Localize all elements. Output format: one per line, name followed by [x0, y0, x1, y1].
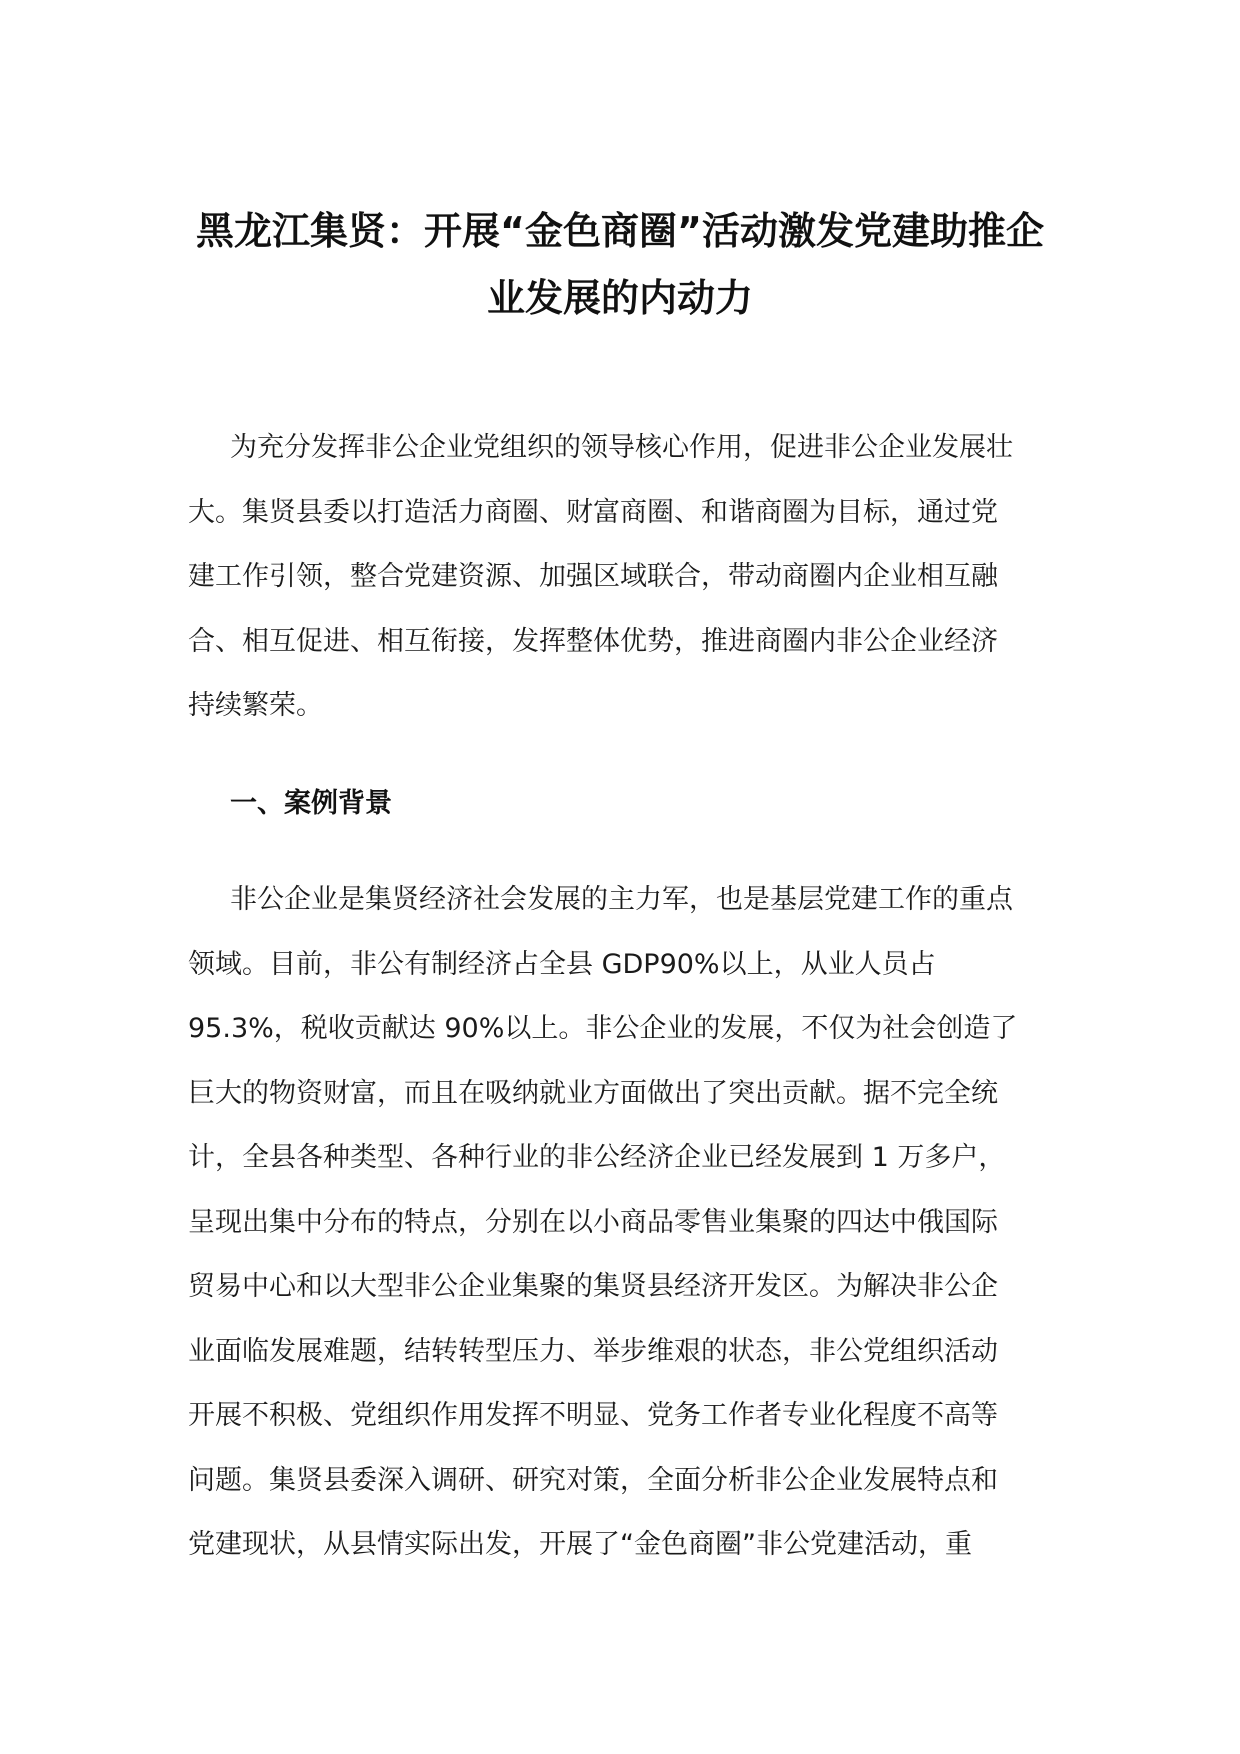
paragraph-line: 持续繁荣。	[188, 690, 323, 721]
paragraph-line: 95.3%，税收贡献达 90%以上。非公企业的发展，不仅为社会创造了	[188, 1013, 1018, 1044]
intro-paragraph	[188, 416, 1068, 739]
document-title	[180, 198, 1060, 332]
paragraph-line: 领域。目前，非公有制经济占全县 GDP90%以上，从业人员占	[188, 948, 936, 980]
background-paragraph	[188, 868, 1068, 1578]
paragraph-line: 贸易中心和以大型非公企业集聚的集贤县经济开发区。为解决非公企	[188, 1271, 998, 1302]
paragraph-line: 问题。集贤县委深入调研、研究对策，全面分析非公企业发展特点和	[188, 1464, 998, 1496]
paragraph-line: 建工作引领，整合党建资源、加强区域联合，带动商圈内企业相互融	[188, 561, 998, 592]
title-line: 业发展的内动力	[486, 276, 753, 320]
title-line: 黑龙江集贤：开展“金色商圈”活动激发党建助推企	[196, 209, 1044, 253]
section-heading: 一、案例背景	[230, 788, 392, 819]
paragraph-line: 巨大的物资财富，而且在吸纳就业方面做出了突出贡献。据不完全统	[188, 1077, 998, 1109]
paragraph-line: 呈现出集中分布的特点，分别在以小商品零售业集聚的四达中俄国际	[188, 1206, 998, 1238]
paragraph-line: 非公企业是集贤经济社会发展的主力军，也是基层党建工作的重点	[230, 884, 1013, 915]
paragraph-line: 党建现状，从县情实际出发，开展了“金色商圈”非公党建活动，重	[188, 1529, 972, 1560]
paragraph-line: 业面临发展难题，结转转型压力、举步维艰的状态，非公党组织活动	[188, 1335, 998, 1367]
paragraph-line: 合、相互促进、相互衔接，发挥整体优势，推进商圈内非公企业经济	[188, 625, 998, 657]
paragraph-line: 大。集贤县委以打造活力商圈、财富商圈、和谐商圈为目标，通过党	[188, 496, 998, 528]
paragraph-line: 计，全县各种类型、各种行业的非公经济企业已经发展到 1 万多户，	[188, 1142, 1006, 1173]
paragraph-line: 开展不积极、党组织作用发挥不明显、党务工作者专业化程度不高等	[188, 1400, 998, 1431]
paragraph-line: 为充分发挥非公企业党组织的领导核心作用，促进非公企业发展壮	[230, 432, 1013, 463]
